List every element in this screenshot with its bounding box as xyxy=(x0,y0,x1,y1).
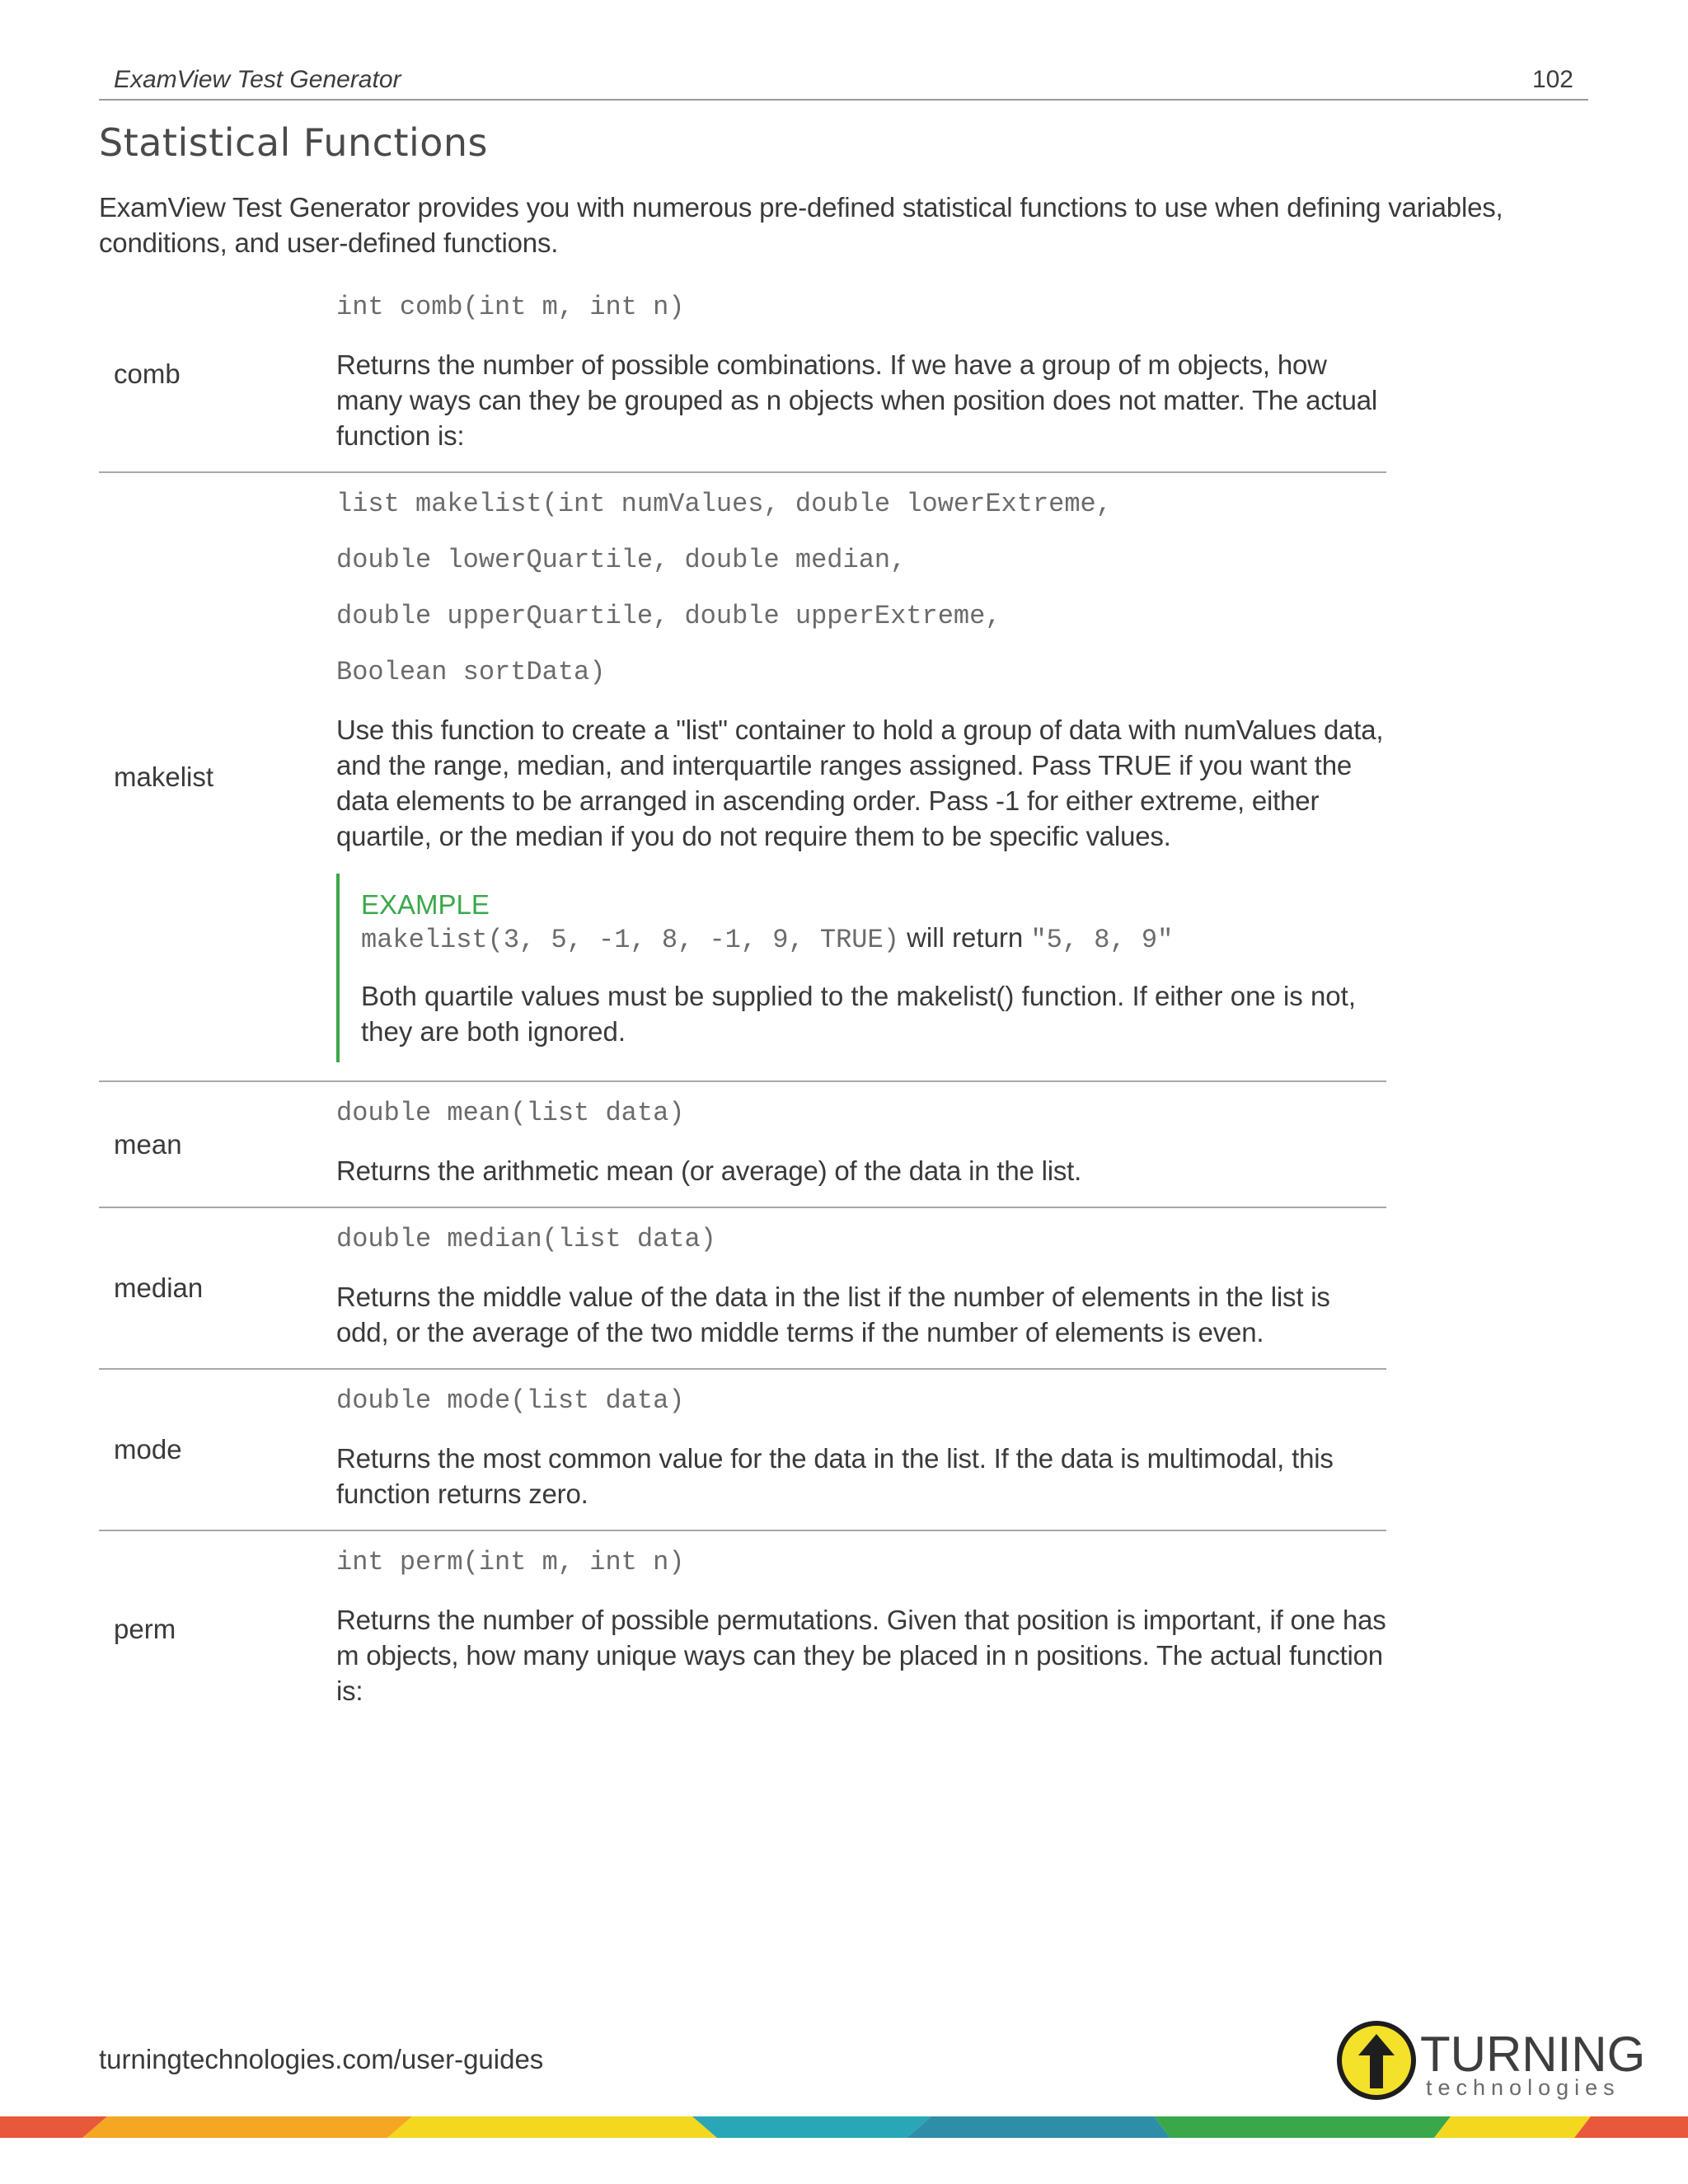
function-description-comb: Returns the number of possible combinations. If we have a group of m objects, how many ways can they be grouped as n objects when position does not matter. The actual function is: xyxy=(336,349,1378,451)
example-result: "5, 8, 9" xyxy=(1030,925,1174,955)
table-row-mode xyxy=(99,1369,1386,1530)
example-code-line xyxy=(361,921,1386,957)
function-signature-median: double median(list data) xyxy=(336,1224,716,1254)
logo-word-turning: TURNING xyxy=(1420,2027,1646,2082)
function-details-mode xyxy=(336,1369,1386,1530)
example-note: Both quartile values must be supplied to the makelist() function. If either one is not, they are both ignored. xyxy=(361,981,1356,1047)
footer-user-guides-link[interactable]: turningtechnologies.com/user-guides xyxy=(99,2044,544,2074)
table-row-mean xyxy=(99,1081,1386,1207)
function-name-mean: mean xyxy=(99,1081,336,1207)
table-row-comb xyxy=(99,276,1386,472)
example-label: EXAMPLE xyxy=(361,889,490,920)
function-signature-makelist-line-1: list makelist(int numValues, double lowerExtreme, xyxy=(336,489,1112,519)
turning-technologies-logo xyxy=(1335,2019,1648,2102)
function-description-makelist: Use this function to create a "list" container to hold a group of data with numValues data, and the range, median, and interquartile ranges assigned. Pass TRUE if you want the data elements to be arranged in ascending order. Pass -1 for either extreme, either quartile, or the median if you do not require them to be specific values. xyxy=(336,715,1384,851)
table-row-makelist xyxy=(99,472,1386,1081)
function-details-comb xyxy=(336,276,1386,472)
stripe-segment-orange xyxy=(82,2116,412,2138)
function-signature-mean: double mean(list data) xyxy=(336,1098,685,1128)
intro-paragraph: ExamView Test Generator provides you with numerous pre-defined statistical functions to use when defining variables, conditions, and user-defined functions. xyxy=(99,192,1503,258)
function-name-makelist: makelist xyxy=(99,472,336,1081)
logo-word-technologies: technologies xyxy=(1426,2075,1620,2100)
functions-table xyxy=(99,276,1386,1727)
example-connector: will return xyxy=(907,922,1024,953)
stripe-segment-teal xyxy=(692,2116,931,2138)
function-name-comb: comb xyxy=(114,358,181,389)
function-name-median: median xyxy=(99,1207,336,1369)
table-row-perm xyxy=(99,1530,1386,1727)
function-signature-makelist-line-2: double lowerQuartile, double median, xyxy=(336,545,907,575)
function-description-mean: Returns the arithmetic mean (or average) of the data in the list. xyxy=(336,1155,1082,1186)
section-title: Statistical Functions xyxy=(99,120,489,165)
stripe-segment-yellow xyxy=(387,2116,717,2138)
page-header xyxy=(99,63,1588,101)
stripe-segment-yellow-2 xyxy=(1434,2116,1591,2138)
function-signature-perm: int perm(int m, int n) xyxy=(336,1547,685,1577)
function-signature-mode: double mode(list data) xyxy=(336,1385,685,1416)
stripe-segment-red-2 xyxy=(1574,2116,1688,2138)
function-signature-makelist-line-4: Boolean sortData) xyxy=(336,657,606,687)
stripe-segment-blue xyxy=(907,2116,1170,2138)
function-details-mean xyxy=(336,1081,1386,1207)
function-description-median: Returns the middle value of the data in the list if the number of elements in the list is odd, or the average of the two middle terms if the number of elements is even. xyxy=(336,1282,1330,1347)
example-code: makelist(3, 5, -1, 8, -1, 9, TRUE) xyxy=(361,925,899,955)
example-callout xyxy=(336,874,1386,1062)
function-signature-comb: int comb(int m, int n) xyxy=(336,292,685,322)
function-details-makelist xyxy=(336,472,1386,1081)
function-details-median xyxy=(336,1207,1386,1369)
stripe-segment-green xyxy=(1154,2116,1451,2138)
function-details-perm xyxy=(336,1530,1386,1727)
function-name-perm: perm xyxy=(99,1530,336,1727)
function-signature-makelist-line-3: double upperQuartile, double upperExtreme, xyxy=(336,601,1001,631)
function-name-mode: mode xyxy=(99,1369,336,1530)
function-description-mode: Returns the most common value for the data in the list. If the data is multimodal, this function returns zero. xyxy=(336,1443,1334,1509)
page-number: 102 xyxy=(1531,66,1573,93)
function-description-perm: Returns the number of possible permutations. Given that position is important, if one has m objects, how many unique ways can they be placed in n positions. The actual function is: xyxy=(336,1605,1386,1706)
table-row-median xyxy=(99,1207,1386,1369)
footer-color-stripe xyxy=(0,2116,1688,2138)
document-title: ExamView Test Generator xyxy=(114,66,401,93)
